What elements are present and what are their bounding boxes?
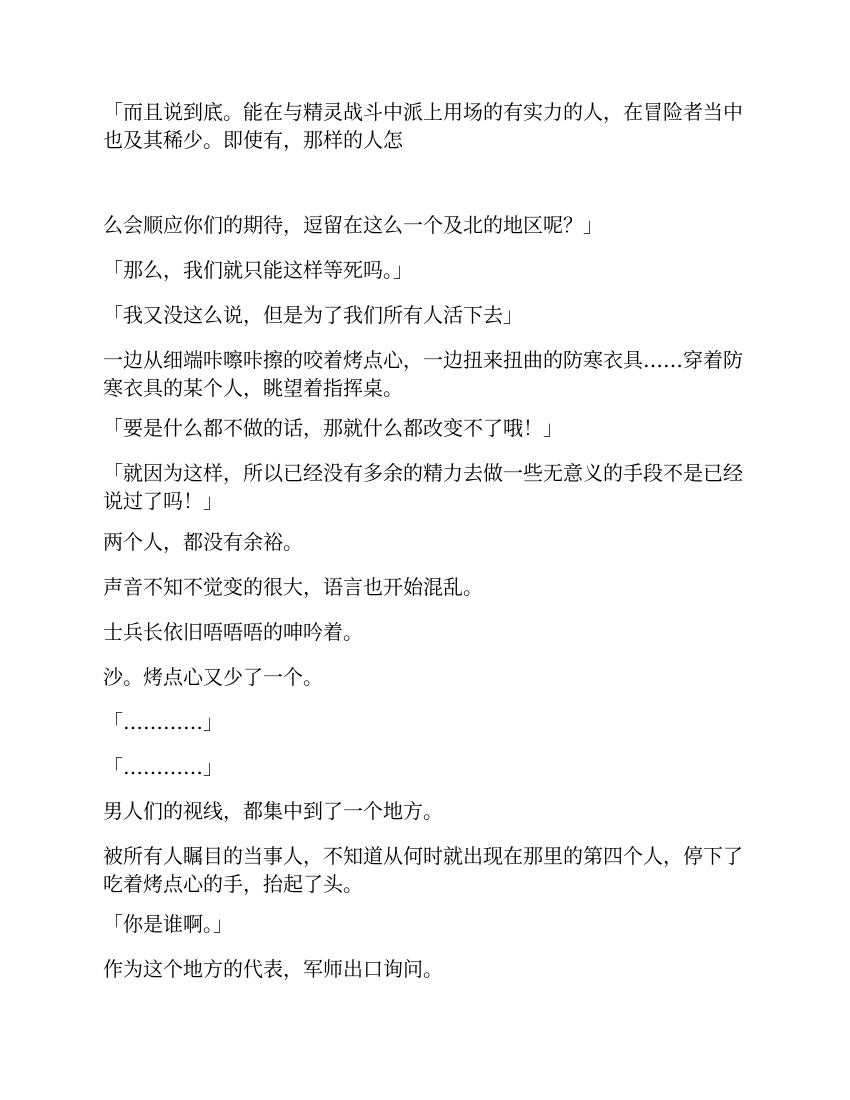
paragraph: 沙。烤点心又少了一个。 [103,665,323,689]
paragraph: 一边从细端咔嚓咔擦的咬着烤点心，一边扭来扭曲的防寒衣具……穿着防寒衣具的某个人，眺望着指挥桌。 [103,348,743,400]
paragraph: 两个人，都没有余裕。 [103,530,303,554]
paragraph: 「要是什么都不做的话，那就什么都改变不了哦！」 [103,416,563,440]
paragraph: 「我又没这么说，但是为了我们所有人活下去」 [103,303,523,327]
paragraph: 「…………」 [103,710,223,734]
paragraph: 男人们的视线，都集中到了一个地方。 [103,799,443,823]
paragraph: 么会顺应你们的期待，逗留在这么一个及北的地区呢？」 [103,213,603,237]
paragraph: 被所有人瞩目的当事人，不知道从何时就出现在那里的第四个人，停下了吃着烤点心的手，抬起了头。 [103,844,743,896]
paragraph: 「你是谁啊。」 [103,912,233,936]
paragraph: 「就因为这样，所以已经没有多余的精力去做一些无意义的手段不是已经说过了吗！」 [103,461,743,513]
paragraph: 声音不知不觉变的很大，语言也开始混乱。 [103,575,483,599]
paragraph: 士兵长依旧唔唔唔的呻吟着。 [103,620,363,644]
paragraph: 「…………」 [103,755,223,779]
paragraph: 「而且说到底。能在与精灵战斗中派上用场的有实力的人，在冒险者当中也及其稀少。即使有，那样的人怎 [103,100,743,152]
paragraph: 作为这个地方的代表，军师出口询问。 [103,957,443,981]
paragraph: 「那么，我们就只能这样等死吗。」 [103,258,413,282]
